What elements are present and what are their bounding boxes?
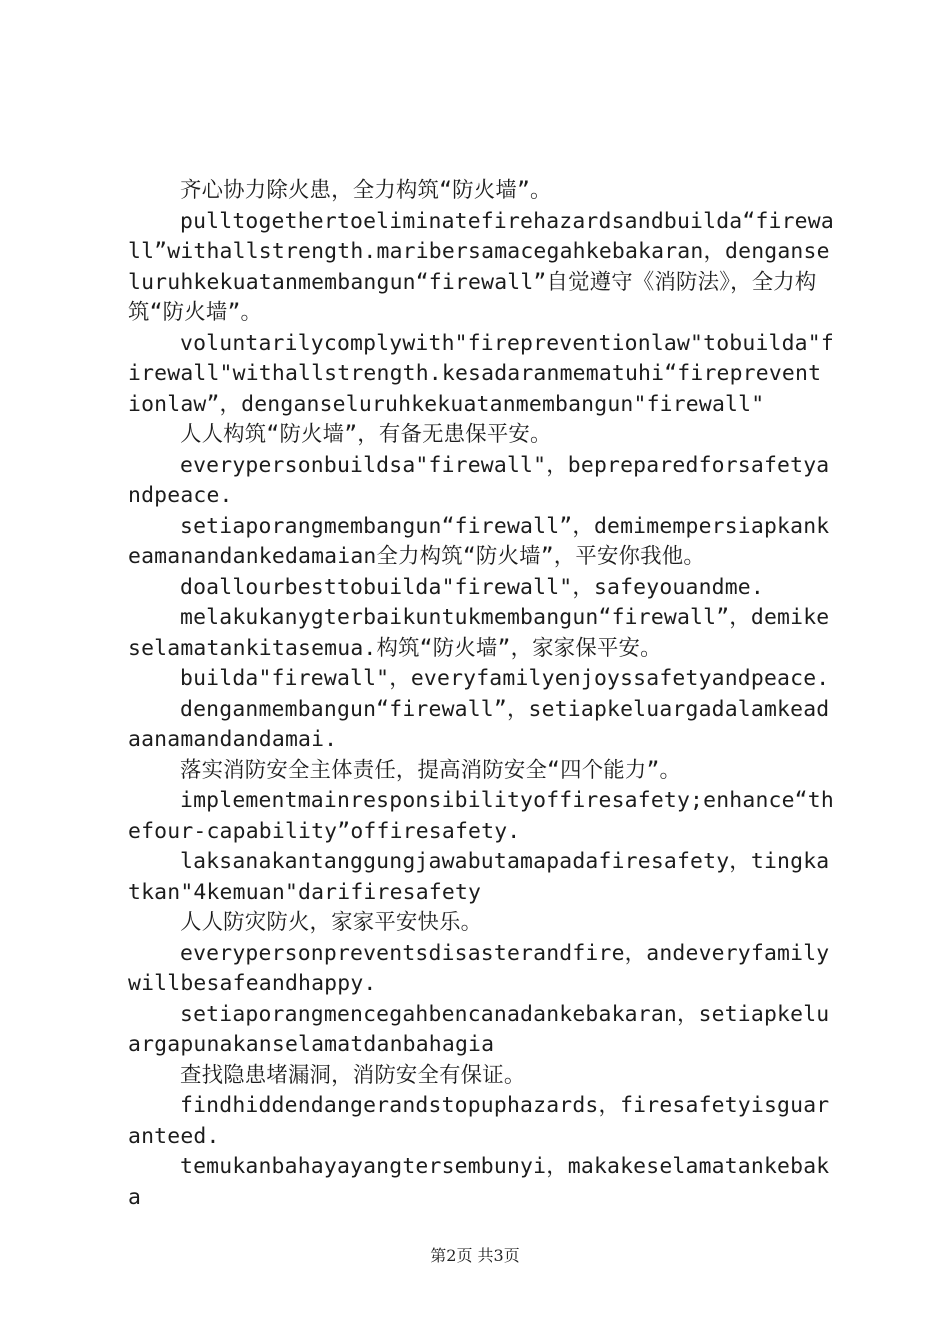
paragraph: 落实消防安全主体责任，提高消防安全“四个能力”。 <box>180 757 682 783</box>
paragraph: 人人构筑“防火墙”，有备无患保平安。 <box>180 422 552 447</box>
paragraph: voluntarilycomplywith"firepreventionlaw"tobuilda"firewall"withallstrength.kesadaranmematuhi“firepreventionlaw”，denganseluruhkekuatanmembangun"firewall" <box>128 330 834 417</box>
paragraph: temukanbahayayangtersembunyi，makakeselamatankebaka <box>128 1154 830 1210</box>
paragraph: setiaporangmembangun“firewall”，demimempersiapkankeamanandankedamaian全力构筑“防火墙”，平安你我他。 <box>128 513 830 569</box>
paragraph: melakukanygterbaikuntukmembangun“firewall”，demikeselamatankitasemua.构筑“防火墙”，家家保平安。 <box>128 605 830 661</box>
document-body <box>128 176 834 1213</box>
paragraph: pulltogethertoeliminatefirehazardsandbuilda“firewall”withallstrength.maribersamacegahkebakaran，denganseluruhkekuatanmembangun“firewall”自觉遵守《消防法》，全力构筑“防火墙”。 <box>128 208 834 325</box>
paragraph: laksanakantanggungjawabutamapadafiresafety，tingkatkan"4kemuan"darifiresafety <box>128 849 830 905</box>
paragraph: builda"firewall"，everyfamilyenjoyssafetyandpeace. <box>180 666 830 691</box>
paragraph: 查找隐患堵漏洞，消防安全有保证。 <box>180 1062 526 1088</box>
paragraph: 齐心协力除火患，全力构筑“防火墙”。 <box>180 178 552 203</box>
paragraph: 人人防灾防火，家家平安快乐。 <box>180 910 483 935</box>
paragraph: doallourbesttobuilda"firewall"，safeyouandme. <box>180 574 764 600</box>
paragraph: implementmainresponsibilityoffiresafety;enhance“thefour-capability”offiresafety. <box>128 788 834 844</box>
paragraph: setiaporangmencegahbencanadankebakaran，setiapkeluargapunakanselamatdanbahagia <box>128 1001 830 1057</box>
paragraph: denganmembangun“firewall”，setiapkeluargadalamkeadaanamandandamai. <box>128 696 830 752</box>
paragraph: findhiddendangerandstopuphazards，firesafetyisguaranteed. <box>128 1093 830 1149</box>
paragraph: everypersonbuildsa"firewall"，bepreparedforsafetyandpeace. <box>128 452 830 508</box>
page-number-footer: 第2页 共3页 <box>430 1246 520 1265</box>
paragraph: everypersonpreventsdisasterandfire，andeveryfamilywillbesafeandhappy. <box>128 940 830 996</box>
